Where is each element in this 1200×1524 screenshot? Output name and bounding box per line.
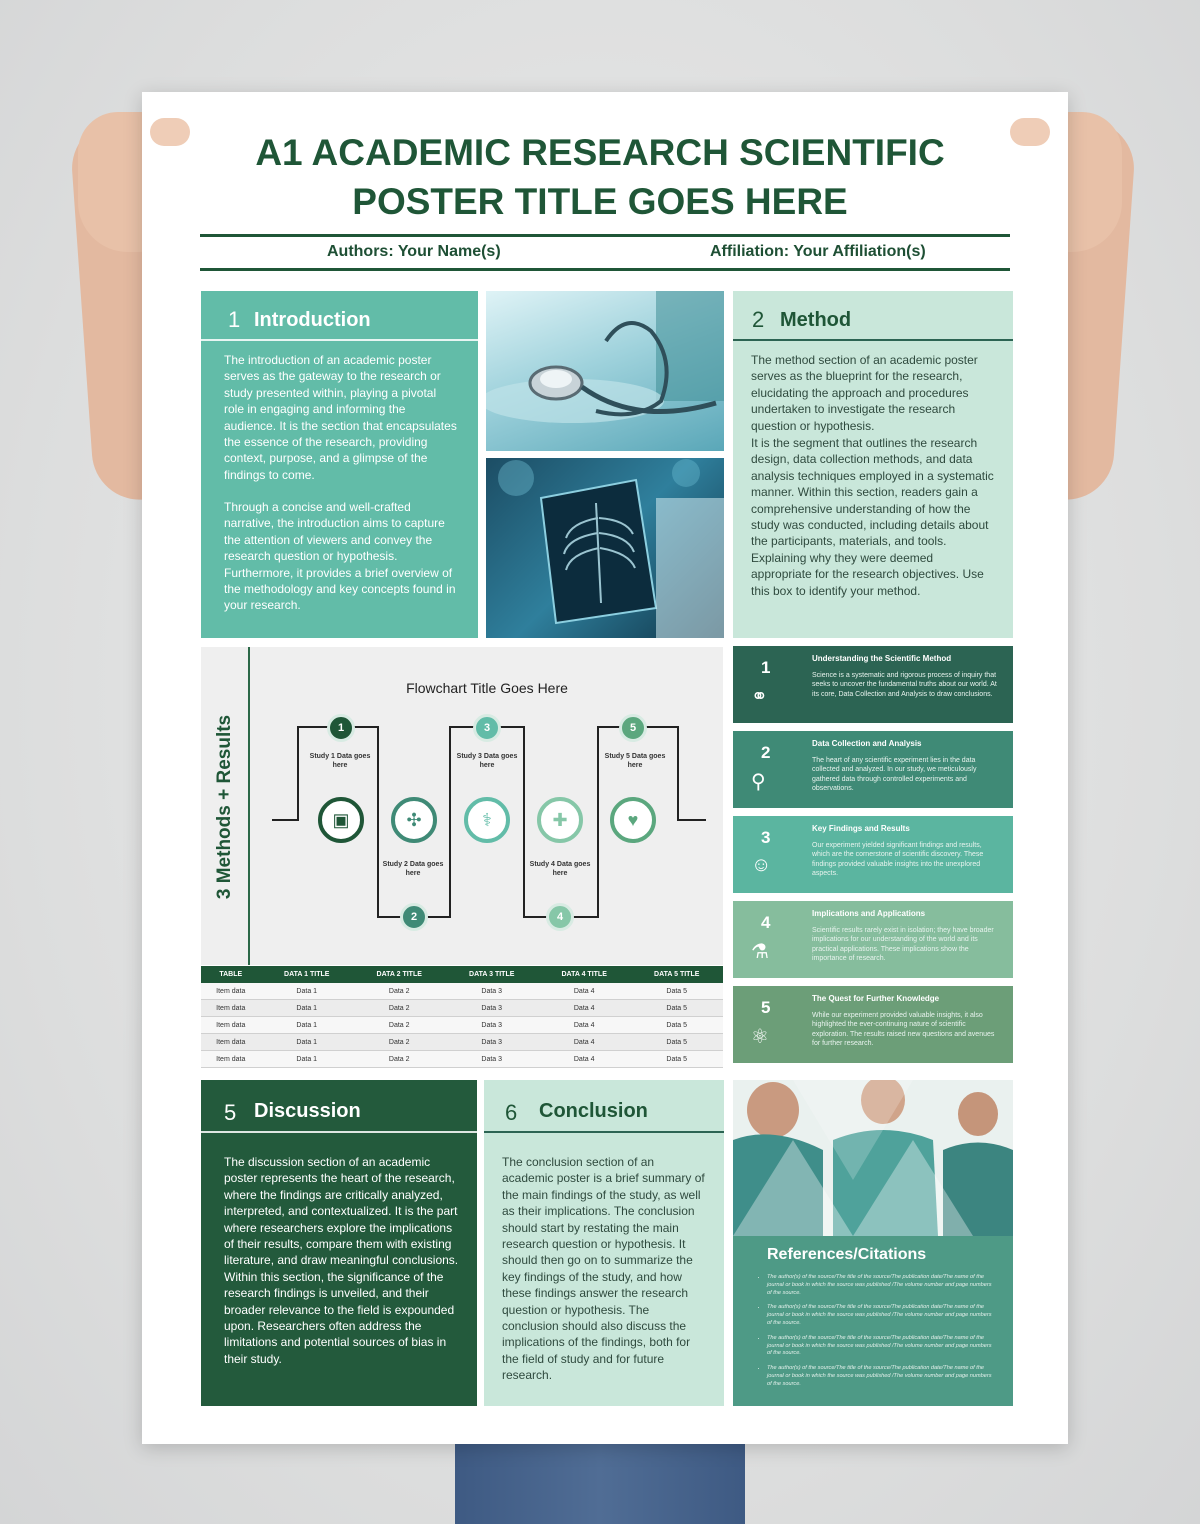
table-cell: Data 3 <box>445 983 537 1000</box>
table-cell: Data 3 <box>445 1000 537 1017</box>
side-step-3 <box>733 816 1013 893</box>
table-row <box>201 1017 723 1034</box>
table-header-cell: DATA 5 TITLE <box>630 966 723 983</box>
table-cell: Item data <box>201 1051 261 1068</box>
doctors-image <box>733 1080 1013 1236</box>
table-cell: Data 2 <box>353 983 445 1000</box>
flowchart-title: Flowchart Title Goes Here <box>406 680 568 696</box>
side-step-5-title: The Quest for Further Knowledge <box>812 994 940 1003</box>
side-step-1-text: Science is a systematic and rigorous process of inquiry that seeks to uncover the fundamental truths about our world. At its core, Data Collection and Analysis to draw conclusions. <box>812 672 997 698</box>
table-cell: Data 5 <box>630 1000 723 1017</box>
conclusion-title: Conclusion <box>539 1100 648 1122</box>
table-header-cell: DATA 1 TITLE <box>261 966 353 983</box>
discussion-header <box>201 1080 477 1133</box>
table-cell: Data 2 <box>353 1017 445 1034</box>
table-cell: Data 2 <box>353 1051 445 1068</box>
table-row <box>201 1034 723 1051</box>
discussion-title: Discussion <box>254 1100 361 1122</box>
method-para-1: The method section of an academic poster serves as the blueprint for the research, elucidating the approach and procedures undertaken to investigate the research question or hypothesis. <box>751 353 978 433</box>
references-panel <box>733 1236 1013 1406</box>
table-cell: Data 2 <box>353 1034 445 1051</box>
method-number: 2 <box>752 307 765 332</box>
microscope-icon: ⚲ <box>751 771 766 793</box>
data-table <box>201 966 723 1068</box>
table-cell: Data 4 <box>538 983 630 1000</box>
table-cell: Item data <box>201 1017 261 1034</box>
table-cell: Data 1 <box>261 1051 353 1068</box>
table-header-row <box>201 966 723 983</box>
side-step-5 <box>733 986 1013 1063</box>
side-step-5-number: 5 <box>761 998 771 1017</box>
side-step-1 <box>733 646 1013 723</box>
doctors-drawing <box>733 1080 1013 1236</box>
table-cell: Data 1 <box>261 983 353 1000</box>
discussion-text: The discussion section of an academic poster represents the heart of the research, where the findings are critically analyzed, interpreted, and contextualized. It is the part where researchers explore the implications of their results, compare them with existing literature, and draw meaningful conclusions. Within this section, the significance of the research findings is unveiled, and their broader relevance to the field is expounded upon. Researchers often address the limitations and potential sources of bias in their study. <box>224 1155 459 1366</box>
table-cell: Data 3 <box>445 1051 537 1068</box>
methods-results-label: 3 Methods + Results <box>214 714 235 900</box>
table-cell: Data 4 <box>538 1017 630 1034</box>
title-line-2: POSTER TITLE GOES HERE <box>352 181 848 222</box>
side-step-4-text: Scientific results rarely exist in isolation; they have broader implications for our understanding of the world and its practical applications. These implications show the importance of research. <box>812 927 994 963</box>
conclusion-panel <box>484 1080 724 1406</box>
flow-step-3-number: 3 <box>473 714 501 742</box>
table-row <box>201 1051 723 1068</box>
side-step-3-text: Our experiment yielded significant findings and results, which are the cornerstone of scientific discovery. These findings provided valuable insights into the unexplored aspects. <box>812 842 984 878</box>
side-step-4 <box>733 901 1013 978</box>
conclusion-header <box>484 1080 724 1133</box>
affiliation-text: Affiliation: Your Affiliation(s) <box>710 243 926 260</box>
side-step-2 <box>733 731 1013 808</box>
table-cell: Item data <box>201 1000 261 1017</box>
method-para-2: It is the segment that outlines the research design, data collection methods, and data analysis techniques employed in a systematic manner. Within this section, readers gain a comprehensive understanding of how the study was conducted, including details about the participants, materials, and tools. Explaining why they were deemed appropriate for the research objectives. Use this box to identify your method. <box>751 436 994 598</box>
table-header-cell: DATA 4 TITLE <box>538 966 630 983</box>
title-line-1: A1 ACADEMIC RESEARCH SCIENTIFIC <box>255 132 945 173</box>
side-step-3-title: Key Findings and Results <box>812 824 910 833</box>
table-cell: Data 2 <box>353 1000 445 1017</box>
atom-icon: ⚛ <box>751 1026 769 1048</box>
side-step-2-text: The heart of any scientific experiment lies in the data collected and analyzed. In our study, we meticulously gathered data through controlled experiments and observations. <box>812 757 977 793</box>
side-step-4-number: 4 <box>761 913 771 932</box>
table-row <box>201 983 723 1000</box>
dna-icon: ⚭ <box>751 686 768 708</box>
introduction-para-2: Through a concise and well-crafted narrative, the introduction aims to capture the attention of viewers and convey the research question or hypothesis. Furthermore, it provides a brief overview of the methodology and key concepts found in your research. <box>224 500 456 613</box>
discussion-panel <box>201 1080 477 1406</box>
dna-icon: ✣ <box>391 797 437 843</box>
conclusion-number: 6 <box>505 1100 518 1125</box>
flow-step-2-label: Study 2 Data goes here <box>382 861 444 877</box>
medical-cross-icon: ✚ <box>537 797 583 843</box>
reference-item: • The author(s) of the source/The title of the source/The publication date/The name of the journal or book in which the source was published /The volume number and page numbers of the source. <box>767 1365 997 1388</box>
table-cell: Data 4 <box>538 1034 630 1051</box>
flask-icon: ⚗ <box>751 941 769 963</box>
flow-step-5-label: Study 5 Data goes here <box>604 753 666 769</box>
method-title: Method <box>780 309 852 331</box>
scientist-icon: ☺ <box>751 854 772 876</box>
table-cell: Item data <box>201 983 261 1000</box>
flow-step-2-number: 2 <box>400 903 428 931</box>
table-cell: Data 3 <box>445 1017 537 1034</box>
table-cell: Data 5 <box>630 1034 723 1051</box>
table-cell: Data 5 <box>630 1017 723 1034</box>
table-cell: Data 3 <box>445 1034 537 1051</box>
table-cell: Data 1 <box>261 1017 353 1034</box>
flow-step-4-label: Study 4 Data goes here <box>529 861 591 877</box>
side-step-2-title: Data Collection and Analysis <box>812 739 922 748</box>
introduction-number: 1 <box>228 307 241 332</box>
reference-item: • The author(s) of the source/The title of the source/The publication date/The name of the journal or book in which the source was published /The volume number and page numbers of the source. <box>767 1335 997 1358</box>
reference-item: • The author(s) of the source/The title of the source/The publication date/The name of the journal or book in which the source was published /The volume number and page numbers of the source. <box>767 1304 997 1327</box>
table-header-cell: DATA 3 TITLE <box>445 966 537 983</box>
flow-step-1-label: Study 1 Data goes here <box>309 753 371 769</box>
side-step-5-text: While our experiment provided valuable insights, it also highlighted the ever-continuing nature of scientific exploration. The results raised new questions and avenues for further research. <box>812 1012 995 1048</box>
flow-step-5-number: 5 <box>619 714 647 742</box>
table-header-cell: TABLE <box>201 966 261 983</box>
references-title: References/Citations <box>767 1246 927 1263</box>
table-cell: Data 4 <box>538 1051 630 1068</box>
table-cell: Item data <box>201 1034 261 1051</box>
heart-pulse-icon: ♥ <box>610 797 656 843</box>
introduction-para-1: The introduction of an academic poster serves as the gateway to the research or study presented within, playing a pivotal role in engaging and informing the audience. It is the section that encapsulates the essence of the research, providing context, purpose, and a glimpse of the findings to come. <box>224 353 457 482</box>
discussion-number: 5 <box>224 1100 237 1125</box>
flow-step-3-label: Study 3 Data goes here <box>456 753 518 769</box>
flow-step-1-number: 1 <box>327 714 355 742</box>
table-row <box>201 1000 723 1017</box>
table-cell: Data 1 <box>261 1000 353 1017</box>
table-cell: Data 4 <box>538 1000 630 1017</box>
conclusion-text: The conclusion section of an academic poster is a brief summary of the main findings of the study, as well as their implications. The conclusion should start by restating the main research question or hypothesis. It should then go on to summarize the key findings of the study, and how these findings answer the research question or hypothesis. The conclusion should also discuss the implications of the findings, both for the field of study and for future research. <box>502 1155 705 1383</box>
flow-step-4-number: 4 <box>546 903 574 931</box>
authors-text: Authors: Your Name(s) <box>327 243 501 260</box>
side-step-1-number: 1 <box>761 658 771 677</box>
table-cell: Data 5 <box>630 983 723 1000</box>
table-header-cell: DATA 2 TITLE <box>353 966 445 983</box>
side-step-1-title: Understanding the Scientific Method <box>812 654 952 663</box>
table-cell: Data 1 <box>261 1034 353 1051</box>
stethoscope-icon: ⚕ <box>464 797 510 843</box>
side-step-4-title: Implications and Applications <box>812 909 926 918</box>
medicine-bottle-icon: ▣ <box>318 797 364 843</box>
references-list <box>755 1274 997 1396</box>
reference-item: • The author(s) of the source/The title of the source/The publication date/The name of the journal or book in which the source was published /The volume number and page numbers of the source. <box>767 1274 997 1297</box>
table-cell: Data 5 <box>630 1051 723 1068</box>
introduction-title: Introduction <box>254 309 371 331</box>
side-step-2-number: 2 <box>761 743 771 762</box>
side-step-3-number: 3 <box>761 828 771 847</box>
